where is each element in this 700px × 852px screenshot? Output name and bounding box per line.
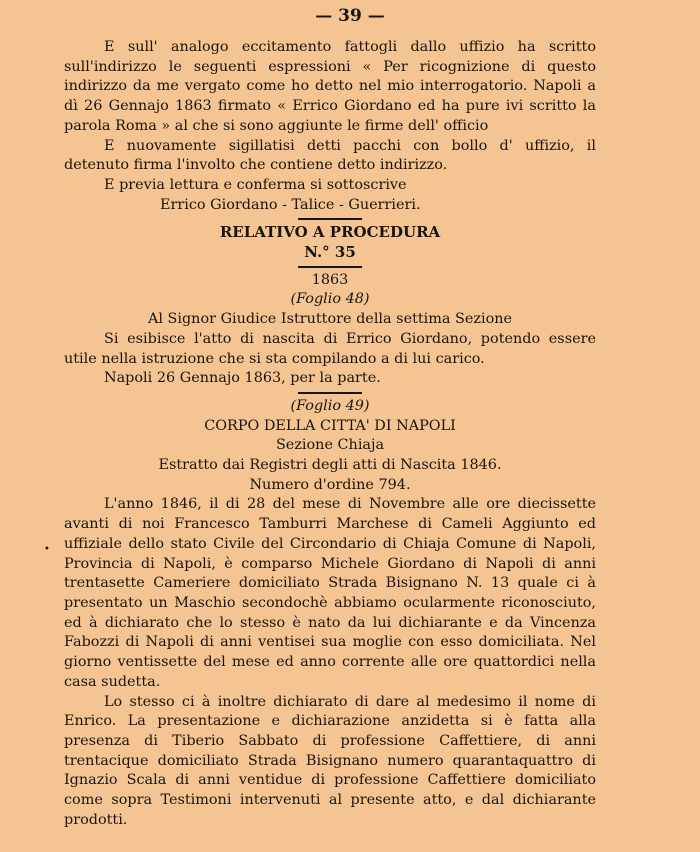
divider-rule (298, 266, 362, 268)
record-district: Sezione Chiaja (275, 437, 385, 454)
page-number: — 39 — (315, 6, 385, 26)
letter-address: Al Signor Giudice Istruttore della settima Sezione (147, 311, 513, 328)
record-paragraph-2: Lo stesso ci à inoltre dichiarato di dare al medesimo il nome di Enrico. La presentazione e dichiarazione anzidetta si è fatta alla presenza di Tiberio Sabbato di professione Caffettiere, di anni trentacique domiciliato Strada Bisignano numero quarantaquattro di Ignazio Scala di anni ventidue di professione Caffettiere domiciliato come sopra Testimoni intervenuti al presente atto, e dal dichiarante prodotti. (64, 693, 596, 828)
letter-place-date: Napoli 26 Gennajo 1863, per la parte. (104, 370, 381, 387)
letter-year: 1863 (311, 271, 349, 288)
divider-rule (298, 392, 362, 394)
record-order: Numero d'ordine 794. (249, 476, 411, 493)
record-folio: (Foglio 49) (290, 397, 370, 414)
intro-paragraph-1: E sull' analogo eccitamento fattogli dallo uffizio ha scritto sull'indirizzo le seguenti espressioni « Per ricognizione di questo indirizzo da me vergato come ho detto nel mio interrogatorio. Napoli a dì 26 Gennajo 1863 firmato « Errico Giordano ed ha pure ivi scritto la parola Roma » al che si sono aggiunte le firme dell' officio (64, 39, 596, 134)
record-extract: Estratto dai Registri degli atti di Nascita 1846. (158, 457, 502, 474)
intro-paragraph-3: E previa lettura e conferma si sottoscrive (104, 176, 407, 193)
letter-text: Si esibisce l'atto di nascita di Errico Giordano, potendo essere utile nella istruzione che si sta compilando a di lui carico. (64, 330, 596, 367)
signatures: Errico Giordano - Talice - Guerrieri. (160, 196, 421, 213)
section-number: N.° 35 (304, 243, 356, 262)
intro-paragraph-2: E nuovamente sigillatisi detti pacchi con bollo d' uffizio, il detenuto firma l'involto che contiene detto indirizzo. (64, 137, 596, 174)
margin-mark: • (44, 544, 50, 555)
letter-folio: (Foglio 48) (290, 291, 370, 308)
page-body (64, 38, 596, 830)
record-body: CORPO DELLA CITTA' DI NAPOLI (204, 417, 456, 434)
record-paragraph-1: L'anno 1846, il di 28 del mese di Novembre alle ore diecissette avanti di noi Francesco Tamburri Marchese di Cameli Aggiunto ed uffiziale dello stato Civile del Circondario di Chiaja Comune di Napoli, Provincia di Napoli, è comparso Michele Giordano di Napoli di anni trentasette Cameriere domiciliato Strada Bisignano N. 13 quale ci à presentato un Maschio secondochè abbiamo ocularmente riconosciuto, ed à dichiarato che lo stesso è nato da lui dichiarante e da Vincenza Fabozzi di Napoli di anni ventisei sua moglie con esso domiciliata. Nel giorno ventissette del mese ed anno corrente alle ore quattordici nella casa sudetta. (64, 496, 596, 690)
divider-rule (298, 218, 362, 220)
section-title: RELATIVO A PROCEDURA (219, 223, 441, 242)
